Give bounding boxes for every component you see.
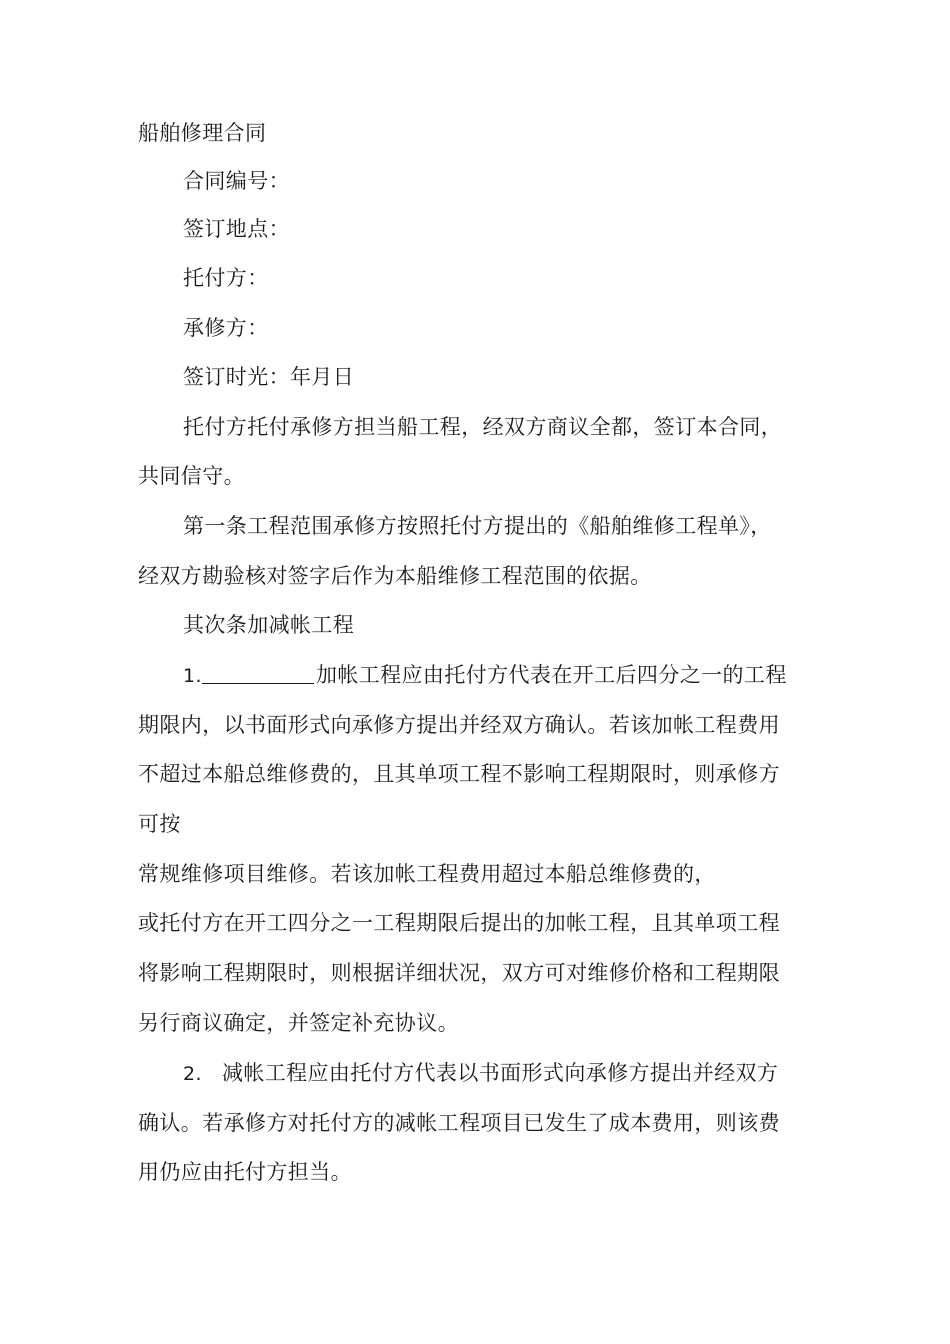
fill-in-blank — [202, 661, 314, 684]
item-1-line-1 — [183, 660, 787, 691]
item-1-number: 1. — [183, 665, 202, 687]
item-1-line-3: 不超过本船总维修费的，且其单项工程不影响工程期限时，则承修方 — [138, 762, 780, 786]
field-contract-no: 合同编号： — [183, 169, 290, 193]
field-client: 托付方： — [183, 266, 269, 290]
field-sign-time: 签订时光：年月日 — [183, 365, 355, 389]
item-2-line-3: 用仍应由托付方担当。 — [138, 1160, 352, 1184]
item-2-line-2: 确认。若承修方对托付方的减帐工程项目已发生了成本费用，则该费 — [138, 1111, 780, 1135]
item-1-line-7: 将影响工程期限时，则根据详细状况，双方可对维修价格和工程期限 — [138, 961, 780, 985]
field-contractor: 承修方： — [183, 316, 269, 340]
article-1-line-2: 经双方勘验核对签字后作为本船维修工程范围的依据。 — [138, 564, 652, 588]
intro-paragraph-line-1: 托付方托付承修方担当船工程，经双方商议全都，签订本合同， — [183, 415, 783, 439]
intro-paragraph-line-2: 共同信守。 — [138, 464, 245, 488]
item-1-text: 加帐工程应由托付方代表在开工后四分之一的工程 — [315, 663, 787, 687]
item-1-line-8: 另行商议确定，并签定补充协议。 — [138, 1011, 459, 1035]
item-2-number: 2. — [183, 1063, 202, 1085]
article-1-line-1: 第一条工程范围承修方按照托付方提出的《船舶维修工程单》， — [183, 514, 772, 538]
item-1-line-4: 可按 — [138, 812, 181, 836]
item-1-line-5: 常规维修项目维修。若该加帐工程费用超过本船总维修费的， — [138, 862, 716, 886]
item-1-line-6: 或托付方在开工四分之一工程期限后提出的加帐工程，且其单项工程 — [138, 911, 780, 935]
field-sign-place: 签订地点： — [183, 217, 290, 241]
document-title: 船舶修理合同 — [138, 121, 267, 145]
item-1-line-2: 期限内，以书面形式向承修方提出并经双方确认。若该加帐工程费用 — [138, 713, 780, 737]
article-2-heading: 其次条加减帐工程 — [183, 613, 355, 637]
item-2-line-1 — [183, 1058, 778, 1089]
item-2-text: 减帐工程应由托付方代表以书面形式向承修方提出并经双方 — [221, 1061, 779, 1085]
